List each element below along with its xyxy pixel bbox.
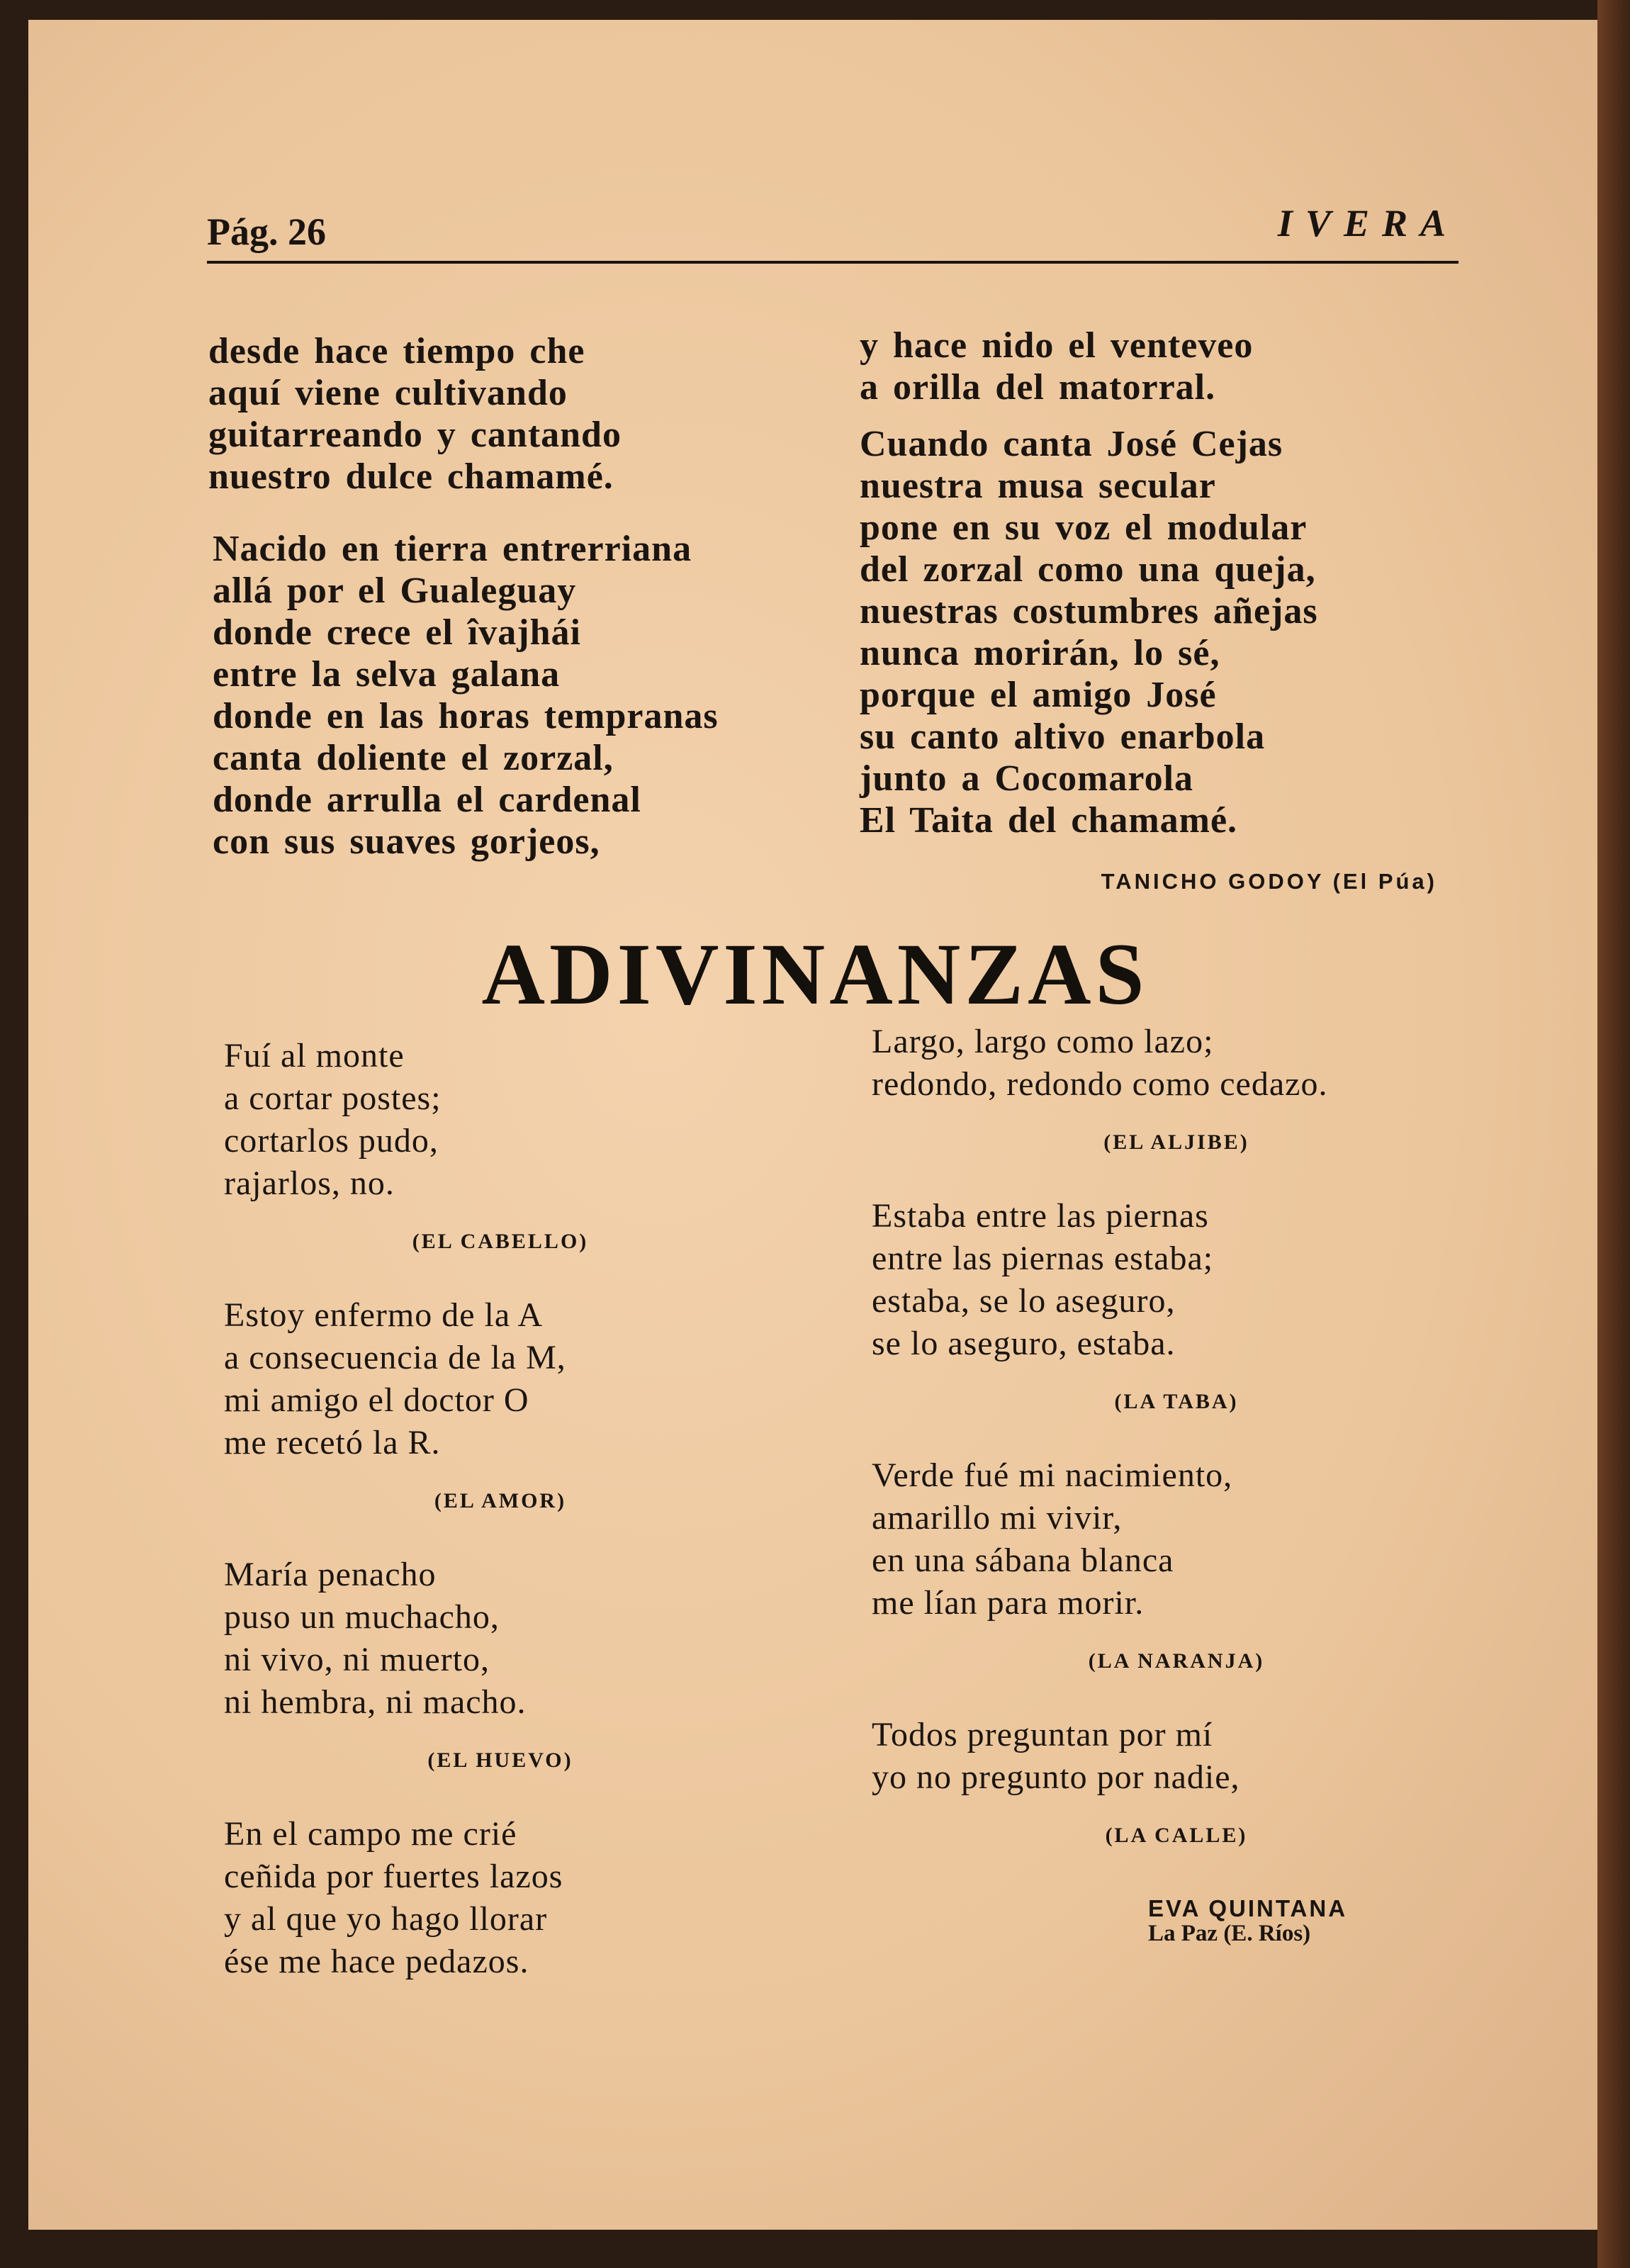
poem-line: pone en su voz el modular [860, 507, 1308, 548]
poem-author: TANICHO GODOY (El Púa) [1101, 869, 1437, 894]
section-title: ADIVINANZAS [481, 926, 1149, 1023]
riddle-line: Verde fué mi nacimiento, [872, 1456, 1233, 1494]
poem-line: del zorzal como una queja, [860, 549, 1316, 590]
riddle-line: me recetó la R. [224, 1424, 441, 1461]
poem-line: allá por el Gualeguay [213, 571, 577, 611]
riddle-line: redondo, redondo como cedazo. [872, 1065, 1328, 1103]
riddle-line: rajarlos, no. [224, 1164, 395, 1202]
riddle-line: ni vivo, ni muerto, [224, 1641, 490, 1678]
poem-line: aquí viene cultivando [208, 373, 568, 413]
page-edge [1597, 0, 1630, 2268]
riddle [872, 1021, 1481, 1164]
magazine-name: IVERA [1277, 202, 1458, 245]
poem-line: donde en las horas tempranas [213, 696, 719, 736]
poem-line: nuestras costumbres añejas [860, 591, 1318, 631]
poem-left-stanza-1 [208, 330, 622, 498]
riddle-line: amarillo mi vivir, [872, 1499, 1123, 1537]
riddle-line: cortarlos pudo, [224, 1122, 439, 1160]
riddle-line: Fuí al monte [224, 1037, 405, 1074]
poem-line: nuestra musa secular [860, 466, 1216, 506]
riddle-line: ni hembra, ni macho. [224, 1683, 527, 1721]
riddle-line: Largo, largo como lazo; [872, 1023, 1214, 1060]
riddle-answer: (EL ALJIBE) [1103, 1130, 1249, 1154]
poem-line: porque el amigo José [860, 675, 1217, 715]
riddle-line: me lían para morir. [872, 1584, 1145, 1622]
poem-line: nunca morirán, lo sé, [860, 633, 1220, 673]
poem-line: El Taita del chamamé. [860, 800, 1238, 841]
poem-line: a orilla del matorral. [860, 367, 1216, 408]
riddle-line: Todos preguntan por mí [872, 1716, 1213, 1753]
riddle-line: en una sábana blanca [872, 1542, 1174, 1579]
poem-line: desde hace tiempo che [208, 331, 585, 371]
riddle-line: ceñida por fuertes lazos [224, 1858, 563, 1895]
poem-line: entre la selva galana [213, 654, 561, 695]
riddle-answer: (LA TABA) [1114, 1390, 1239, 1413]
poem-line: canta doliente el zorzal, [213, 738, 614, 778]
riddle [872, 1714, 1481, 1857]
poem-line: donde crece el îvajhái [213, 612, 581, 653]
riddles-author: EVA QUINTANA [1148, 1895, 1348, 1921]
poem-line: su canto altivo enarbola [860, 717, 1266, 757]
riddle [224, 1554, 777, 1782]
poem-line: con sus suaves gorjeos, [213, 821, 600, 862]
riddle-line: María penacho [224, 1556, 437, 1593]
page-number: Pág. 26 [207, 210, 326, 253]
riddle-line: mi amigo el doctor O [224, 1381, 529, 1419]
riddle-line: En el campo me crié [224, 1815, 517, 1853]
riddle-line: a consecuencia de la M, [224, 1339, 566, 1376]
riddle-line: entre las piernas estaba; [872, 1240, 1214, 1277]
poem-line: donde arrulla el cardenal [213, 780, 641, 820]
riddle-answer: (LA CALLE) [1105, 1824, 1248, 1847]
poem-right-stanza-1 [860, 325, 1253, 408]
riddle-line: yo no pregunto por nadie, [872, 1758, 1240, 1796]
riddle-line: Estaba entre las piernas [872, 1197, 1209, 1235]
riddle-line: se lo aseguro, estaba. [872, 1325, 1176, 1362]
riddles-right-column [872, 1021, 1481, 1857]
riddle-answer: (EL HUEVO) [427, 1748, 573, 1772]
header-rule [207, 261, 1458, 264]
poem-line: Cuando canta José Cejas [860, 424, 1283, 464]
poem-line: junto a Cocomarola [860, 758, 1194, 799]
poem-left-stanza-2 [213, 528, 719, 863]
riddle-line: puso un muchacho, [224, 1598, 500, 1636]
poem-right-stanza-2 [860, 423, 1318, 841]
riddle [224, 1813, 777, 1983]
riddles-place: La Paz (E. Ríos) [1148, 1921, 1311, 1946]
riddle-line: Estoy enfermo de la A [224, 1296, 544, 1334]
riddle-line: a cortar postes; [224, 1079, 442, 1117]
poem-line: guitarreando y cantando [208, 415, 622, 455]
riddle [224, 1294, 777, 1522]
riddle-answer: (LA NARANJA) [1088, 1649, 1265, 1673]
poem-line: Nacido en tierra entrerriana [213, 529, 692, 569]
riddle [872, 1195, 1481, 1423]
poem-line: y hace nido el venteveo [860, 325, 1254, 366]
riddle-line: y al que yo hago llorar [224, 1900, 548, 1938]
riddle-line: ése me hace pedazos. [224, 1943, 529, 1980]
riddle [872, 1454, 1481, 1683]
riddle-answer: (EL CABELLO) [412, 1230, 589, 1253]
riddle [224, 1035, 777, 1263]
riddles-left-column [224, 1035, 777, 1983]
riddle-answer: (EL AMOR) [434, 1489, 567, 1512]
poem-line: nuestro dulce chamamé. [208, 456, 614, 497]
riddle-line: estaba, se lo aseguro, [872, 1282, 1176, 1320]
